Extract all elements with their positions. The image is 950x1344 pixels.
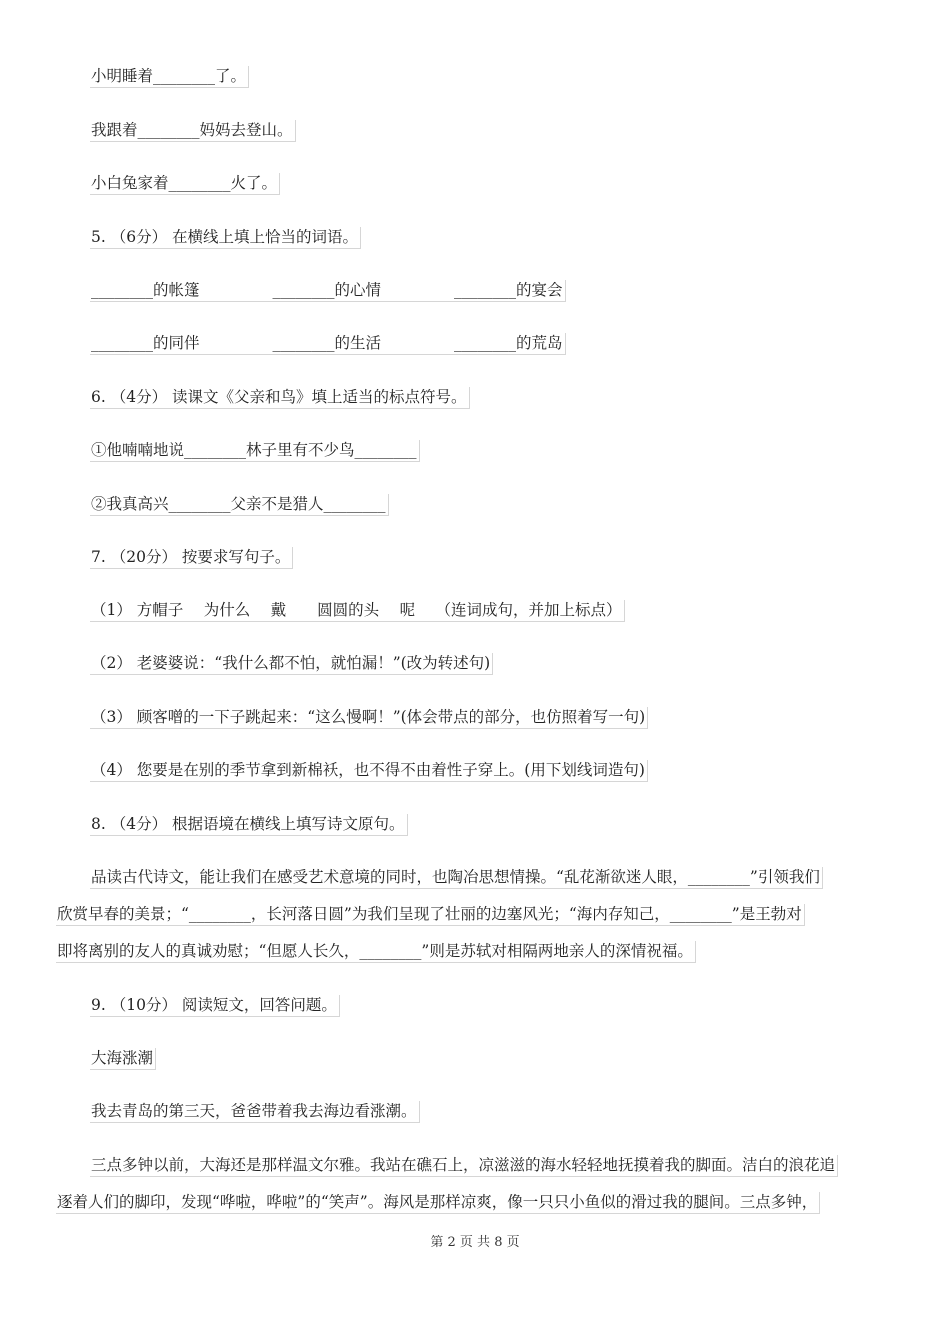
question-7-heading: 7. （20分） 按要求写句子。 bbox=[90, 547, 293, 569]
question-7-item-2: （2） 老婆婆说：“我什么都不怕，就怕漏！”(改为转述句) bbox=[90, 653, 493, 675]
question-7-item-4: （4） 您要是在别的季节拿到新棉袄，也不得不由着性子穿上。(用下划线词造句) bbox=[90, 760, 648, 782]
question-6-item-2: ②我真高兴________父亲不是猎人________ bbox=[90, 494, 389, 516]
question-5-row-2 bbox=[90, 333, 566, 355]
question-8-paragraph-line-1: 品读古代诗文，能让我们在感受艺术意境的同时，也陶冶思想情操。“乱花渐欲迷人眼，________”引领我们 bbox=[90, 867, 823, 889]
passage-title: 大海涨潮 bbox=[90, 1048, 156, 1070]
question-9-heading: 9. （10分） 阅读短文，回答问题。 bbox=[90, 995, 340, 1017]
sentence-line-1: 小明睡着________了。 bbox=[90, 66, 249, 88]
q5-blank-island: ________的荒岛 bbox=[454, 334, 563, 352]
sentence-line-3: 小白兔家着________火了。 bbox=[90, 173, 280, 195]
passage-paragraph-line-1: 三点多钟以前，大海还是那样温文尔雅。我站在礁石上，凉滋滋的海水轻轻地抚摸着我的脚面。洁白的浪花追 bbox=[90, 1155, 838, 1177]
q5-blank-life: ________的生活 bbox=[272, 334, 382, 352]
question-7-item-3: （3） 顾客噌的一下子跳起来：“这么慢啊！”(体会带点的部分，也仿照着写一句) bbox=[90, 707, 648, 729]
sentence-line-2: 我跟着________妈妈去登山。 bbox=[90, 120, 296, 142]
question-7-item-1: （1） 方帽子 为什么 戴 圆圆的头 呢 （连词成句，并加上标点） bbox=[90, 600, 625, 622]
question-8-heading: 8. （4分） 根据语境在横线上填写诗文原句。 bbox=[90, 814, 408, 836]
passage-sentence-1: 我去青岛的第三天，爸爸带着我去海边看涨潮。 bbox=[90, 1101, 420, 1123]
question-8-paragraph-line-2: 欣赏早春的美景；“________，长河落日圆”为我们呈现了壮丽的边塞风光；“海内存知己，________”是王勃对 bbox=[56, 904, 805, 926]
q5-blank-companion: ________的同伴 bbox=[91, 334, 200, 352]
passage-paragraph-line-2: 逐着人们的脚印，发现“哗啦，哗啦”的“笑声”。海风是那样凉爽，像一只只小鱼似的滑过我的腿间。三点多钟， bbox=[56, 1192, 820, 1214]
q5-blank-mood: ________的心情 bbox=[272, 281, 382, 299]
question-6-heading: 6. （4分） 读课文《父亲和鸟》填上适当的标点符号。 bbox=[90, 387, 470, 409]
question-5-heading: 5. （6分） 在横线上填上恰当的词语。 bbox=[90, 227, 361, 249]
question-5-row-1 bbox=[90, 280, 566, 302]
q5-blank-banquet: ________的宴会 bbox=[454, 281, 563, 299]
question-8-paragraph-line-3: 即将离别的友人的真诚劝慰；“但愿人长久，________”则是苏轼对相隔两地亲人的深情祝福。 bbox=[56, 941, 696, 963]
page-footer: 第 2 页 共 8 页 bbox=[430, 1235, 520, 1250]
q5-blank-tent: ________的帐篷 bbox=[91, 281, 200, 299]
question-6-item-1: ①他喃喃地说________林子里有不少鸟________ bbox=[90, 440, 420, 462]
